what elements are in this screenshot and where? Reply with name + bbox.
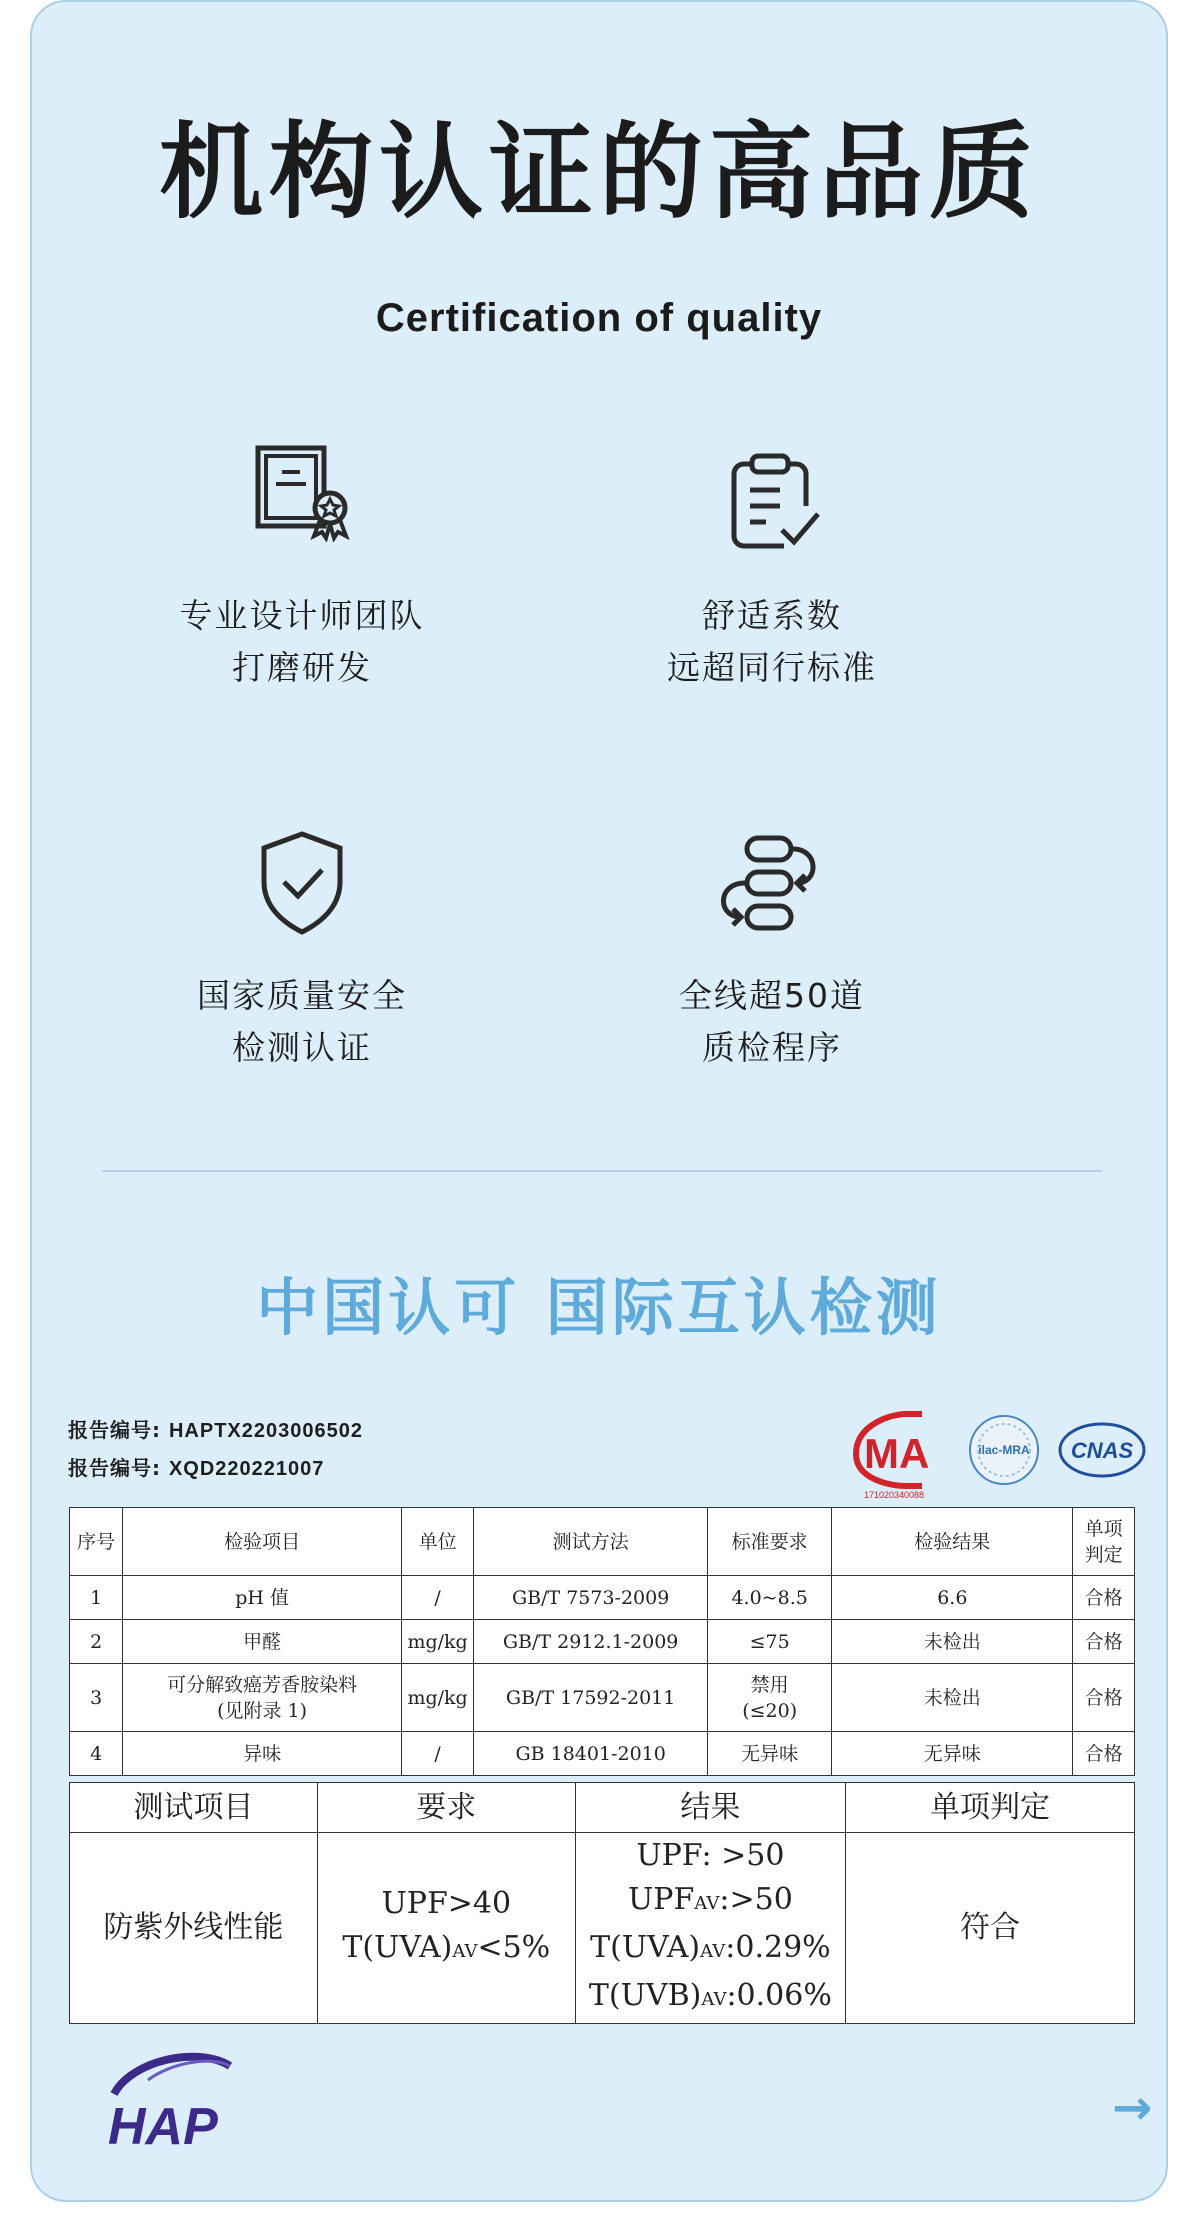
feature-line1: 全线超50道 [679, 976, 865, 1015]
res-a: UPF [627, 1882, 695, 1917]
req-a: T(UVA) [342, 1930, 453, 1965]
clipboard-check-icon [722, 452, 822, 552]
feature-line2: 远超同行标准 [667, 648, 877, 687]
report-label: 报告编号: [68, 1456, 161, 1480]
cma-logo [856, 1414, 929, 1500]
table-row [70, 1620, 1135, 1664]
report-number-2 [68, 1452, 324, 1481]
cell-line [319, 1926, 574, 1974]
result-cell [575, 1833, 845, 2024]
table-cell: mg/kg [401, 1620, 473, 1664]
report-label: 报告编号: [68, 1418, 161, 1442]
table-cell: GB/T 7573-2009 [474, 1576, 708, 1620]
cnas-logo [1060, 1424, 1144, 1476]
table-cell: / [401, 1576, 473, 1620]
res-b: :0.29% [725, 1930, 831, 1965]
feature-line2: 质检程序 [702, 1028, 842, 1067]
certification-logos [852, 1402, 1172, 1502]
feature-designer-team [92, 442, 512, 694]
table-header-cell: 单项判定 [846, 1783, 1135, 1833]
res-b: :0.06% [726, 1978, 832, 2013]
table-cell: GB 18401-2010 [474, 1732, 708, 1776]
process-cycle-icon [707, 832, 837, 942]
cell-line: 禁用 [750, 1673, 789, 1696]
next-arrow-icon[interactable]: → [1112, 2080, 1153, 2136]
table-header-cell: 单项判定 [1073, 1508, 1135, 1576]
table-cell: 无异味 [708, 1732, 832, 1776]
verdict-cell: 符合 [846, 1833, 1135, 2024]
ilac-mra-logo [970, 1416, 1038, 1484]
uv-protection-table [69, 1782, 1135, 2024]
cell-line: UPF>40 [381, 1886, 512, 1921]
table-header-cell: 要求 [317, 1783, 575, 1833]
page-title: 机构认证的高品质 [158, 111, 1039, 233]
table-cell: 甲醛 [123, 1620, 402, 1664]
table-header-row [70, 1508, 1135, 1576]
table-cell: 6.6 [832, 1576, 1073, 1620]
table-cell-multiline [708, 1664, 832, 1732]
table-cell: ≤75 [708, 1620, 832, 1664]
cell-line: (≤20) [742, 1699, 798, 1722]
shield-check-icon [252, 828, 352, 938]
res-sub: AV [694, 1893, 720, 1914]
hap-logo-svg [102, 2046, 242, 2156]
hap-text: HAP [108, 2098, 218, 2156]
feature-line2: 打磨研发 [232, 648, 372, 687]
table-cell: 合格 [1073, 1732, 1135, 1776]
table-cell: 合格 [1073, 1576, 1135, 1620]
feature-line1: 专业设计师团队 [179, 596, 425, 635]
page-subtitle: Certification of quality [375, 296, 823, 340]
ilac-text: ilac-MRA [978, 1443, 1030, 1457]
requirement-cell [317, 1833, 575, 2024]
inspection-table [69, 1507, 1135, 1776]
certificate-icon [252, 442, 352, 542]
table-cell: 未检出 [832, 1620, 1073, 1664]
test-item-cell: 防紫外线性能 [70, 1833, 318, 2024]
content-card [30, 0, 1168, 2202]
cell-line: UPF: >50 [636, 1838, 785, 1873]
hap-logo [102, 2046, 242, 2160]
table-cell: 2 [70, 1620, 123, 1664]
table-header-cell: 测试项目 [70, 1783, 318, 1833]
table-header-cell: 检验结果 [832, 1508, 1073, 1576]
table-cell-multiline [123, 1664, 402, 1732]
res-b: :>50 [719, 1882, 793, 1917]
table-cell: 4 [70, 1732, 123, 1776]
cell-line: (见附录 1) [217, 1699, 308, 1722]
table-header-cell: 检验项目 [123, 1508, 402, 1576]
feature-line2: 检测认证 [232, 1028, 372, 1067]
table-cell: mg/kg [401, 1664, 473, 1732]
cell-line [577, 1974, 844, 2022]
table-header-cell: 结果 [575, 1783, 845, 1833]
table-cell: 未检出 [832, 1664, 1073, 1732]
feature-line1: 舒适系数 [702, 596, 842, 635]
feature-quality-process [562, 832, 982, 1074]
table-cell: 异味 [123, 1732, 402, 1776]
feature-line1: 国家质量安全 [197, 976, 407, 1015]
res-a: T(UVA) [590, 1930, 701, 1965]
table-cell: pH 值 [123, 1576, 402, 1620]
section-divider [102, 1170, 1102, 1172]
feature-safety-cert [92, 828, 512, 1074]
table-cell: / [401, 1732, 473, 1776]
cma-number: 171020340088 [864, 1490, 925, 1500]
feature-comfort [562, 452, 982, 694]
cma-text: MA [864, 1430, 930, 1477]
req-b: <5% [477, 1930, 551, 1965]
table-cell: 4.0~8.5 [708, 1576, 832, 1620]
cell-line [577, 1926, 844, 1974]
table-cell: 3 [70, 1664, 123, 1732]
table-header-cell: 标准要求 [708, 1508, 832, 1576]
res-a: T(UVB) [588, 1978, 702, 2013]
table-header-cell: 序号 [70, 1508, 123, 1576]
table-row [70, 1833, 1135, 2024]
logos-svg [852, 1402, 1172, 1502]
certification-title: 中国认可 国际互认检测 [256, 1271, 942, 1344]
res-sub: AV [700, 1941, 726, 1962]
table-cell: 合格 [1073, 1620, 1135, 1664]
report-value: XQD220221007 [168, 1458, 325, 1480]
table-row [70, 1732, 1135, 1776]
report-number-1 [68, 1414, 363, 1443]
table-row [70, 1576, 1135, 1620]
table-cell: 1 [70, 1576, 123, 1620]
req-sub: AV [452, 1941, 478, 1962]
table-header-cell: 单位 [401, 1508, 473, 1576]
table-cell: 无异味 [832, 1732, 1073, 1776]
table-cell: GB/T 2912.1-2009 [474, 1620, 708, 1664]
cell-line: 可分解致癌芳香胺染料 [167, 1673, 358, 1696]
table-header-row [70, 1783, 1135, 1833]
cnas-text: CNAS [1070, 1438, 1134, 1463]
report-value: HAPTX2203006502 [168, 1420, 363, 1442]
table-cell: GB/T 17592-2011 [474, 1664, 708, 1732]
table-header-cell: 测试方法 [474, 1508, 708, 1576]
table-row [70, 1664, 1135, 1732]
cell-line [577, 1878, 844, 1926]
res-sub: AV [701, 1989, 727, 2010]
table-cell: 合格 [1073, 1664, 1135, 1732]
